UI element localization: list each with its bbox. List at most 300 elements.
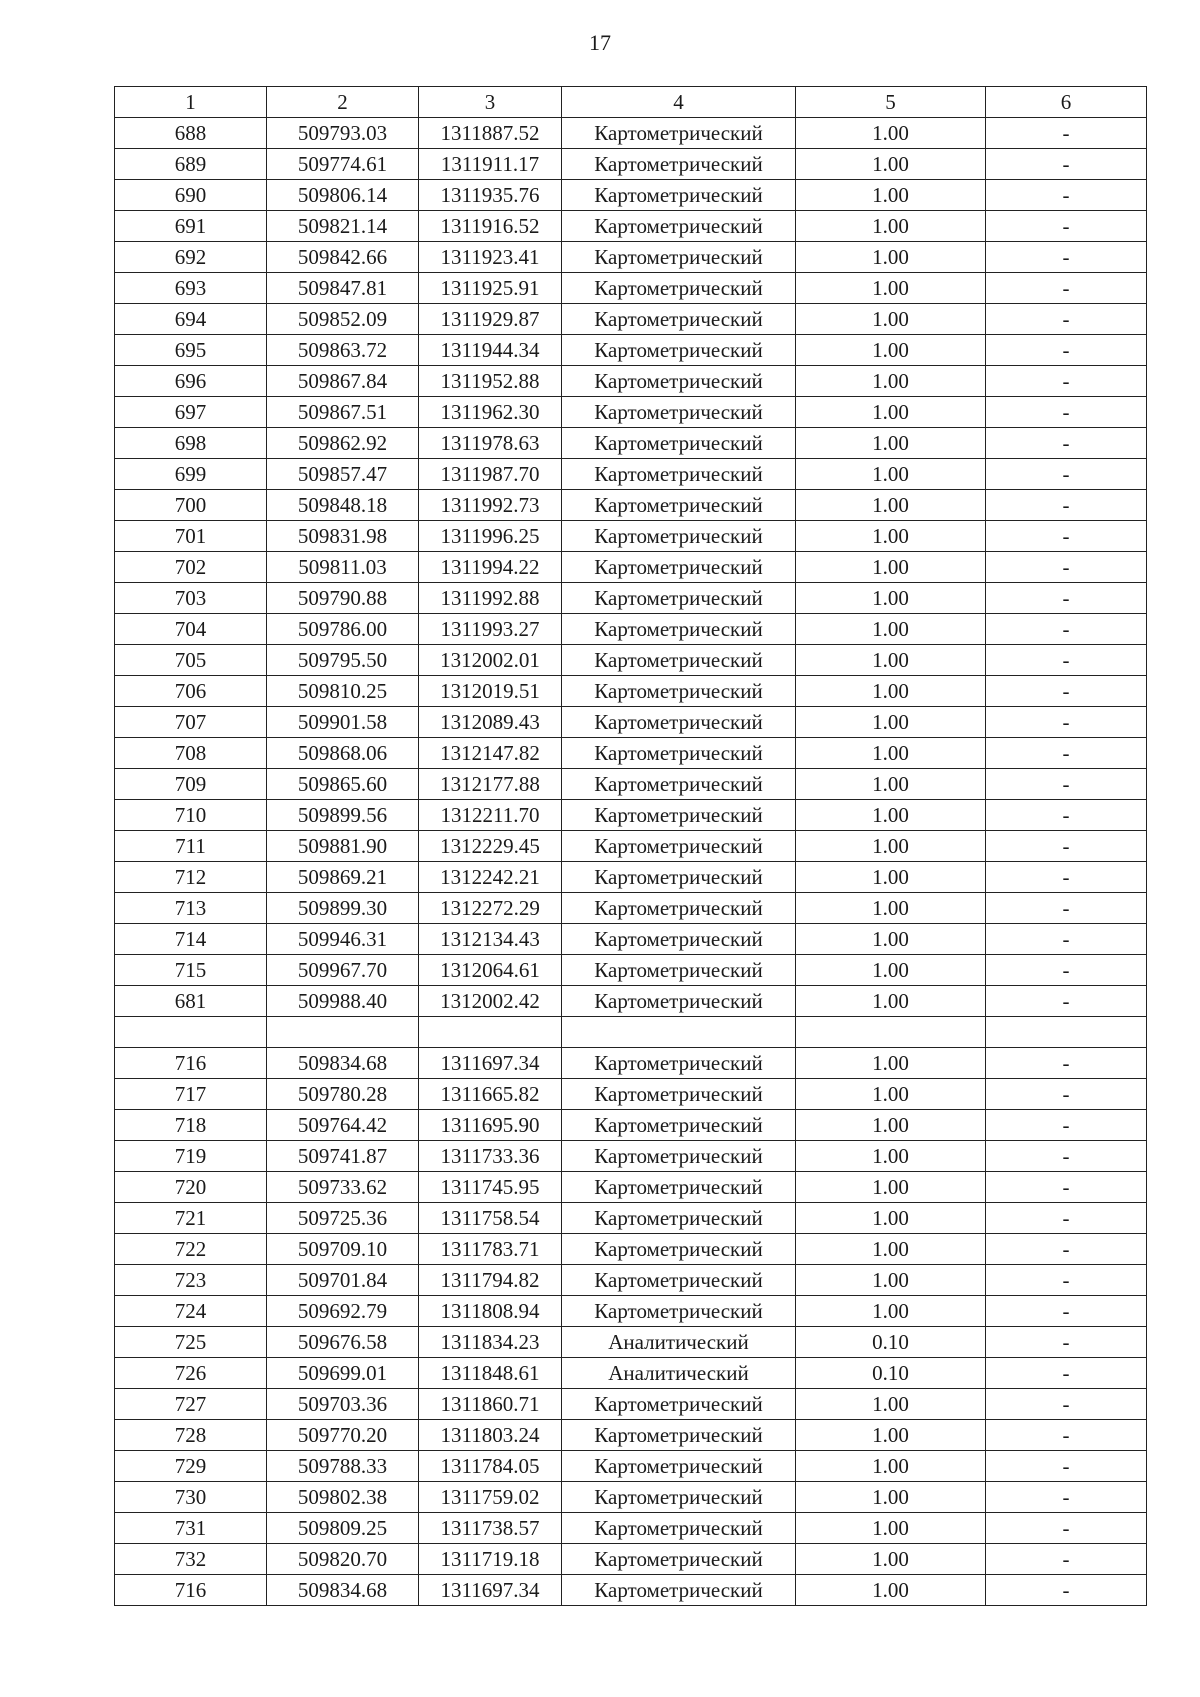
y-coordinate-cell: 1312002.01 (419, 645, 562, 676)
y-coordinate-cell: 1312134.43 (419, 924, 562, 955)
table-row (115, 149, 1147, 180)
x-coordinate-cell: 509899.30 (267, 893, 419, 924)
accuracy-cell: 1.00 (796, 831, 986, 862)
method-cell: Картометрический (562, 428, 796, 459)
y-coordinate-cell: 1311987.70 (419, 459, 562, 490)
table-row (115, 1203, 1147, 1234)
point-number-cell: 707 (115, 707, 267, 738)
table-row (115, 800, 1147, 831)
note-cell: - (986, 800, 1147, 831)
point-number-cell: 698 (115, 428, 267, 459)
accuracy-cell: 1.00 (796, 180, 986, 211)
point-number-cell: 730 (115, 1482, 267, 1513)
y-coordinate-cell: 1311911.17 (419, 149, 562, 180)
note-cell: - (986, 614, 1147, 645)
table-row (115, 335, 1147, 366)
note-cell: - (986, 1513, 1147, 1544)
point-number-cell: 709 (115, 769, 267, 800)
method-cell: Картометрический (562, 1141, 796, 1172)
note-cell: - (986, 1265, 1147, 1296)
x-coordinate-cell: 509946.31 (267, 924, 419, 955)
accuracy-cell: 1.00 (796, 1420, 986, 1451)
point-number-cell: 723 (115, 1265, 267, 1296)
x-coordinate-cell: 509795.50 (267, 645, 419, 676)
note-cell: - (986, 1451, 1147, 1482)
method-cell: Картометрический (562, 1234, 796, 1265)
note-cell: - (986, 862, 1147, 893)
note-cell: - (986, 1048, 1147, 1079)
table-row (115, 1265, 1147, 1296)
table-row (115, 552, 1147, 583)
note-cell: - (986, 1482, 1147, 1513)
x-coordinate-cell: 509725.36 (267, 1203, 419, 1234)
point-number-cell: 700 (115, 490, 267, 521)
table-row (115, 614, 1147, 645)
accuracy-cell: 1.00 (796, 738, 986, 769)
note-cell: - (986, 304, 1147, 335)
header-cell: 5 (796, 87, 986, 118)
table-row (115, 645, 1147, 676)
accuracy-cell: 1.00 (796, 1389, 986, 1420)
accuracy-cell: 1.00 (796, 1296, 986, 1327)
accuracy-cell: 1.00 (796, 924, 986, 955)
accuracy-cell: 1.00 (796, 521, 986, 552)
x-coordinate-cell: 509810.25 (267, 676, 419, 707)
method-cell: Картометрический (562, 862, 796, 893)
method-cell: Картометрический (562, 645, 796, 676)
x-coordinate-cell: 509806.14 (267, 180, 419, 211)
table-row (115, 676, 1147, 707)
table-row (115, 211, 1147, 242)
note-cell: - (986, 924, 1147, 955)
accuracy-cell: 1.00 (796, 335, 986, 366)
x-coordinate-cell: 509857.47 (267, 459, 419, 490)
point-number-cell: 721 (115, 1203, 267, 1234)
method-cell: Картометрический (562, 614, 796, 645)
method-cell: Картометрический (562, 1048, 796, 1079)
accuracy-cell: 1.00 (796, 118, 986, 149)
note-cell: - (986, 986, 1147, 1017)
accuracy-cell: 1.00 (796, 1110, 986, 1141)
method-cell: Картометрический (562, 800, 796, 831)
x-coordinate-cell: 509676.58 (267, 1327, 419, 1358)
accuracy-cell: 1.00 (796, 149, 986, 180)
x-coordinate-cell: 509852.09 (267, 304, 419, 335)
accuracy-cell: 1.00 (796, 242, 986, 273)
y-coordinate-cell: 1311784.05 (419, 1451, 562, 1482)
method-cell: Аналитический (562, 1358, 796, 1389)
accuracy-cell: 1.00 (796, 986, 986, 1017)
method-cell: Картометрический (562, 738, 796, 769)
accuracy-cell: 1.00 (796, 1482, 986, 1513)
note-cell: - (986, 707, 1147, 738)
table-row (115, 1575, 1147, 1606)
coordinates-table-body (115, 87, 1147, 1606)
table-row (115, 1234, 1147, 1265)
accuracy-cell: 1.00 (796, 707, 986, 738)
note-cell: - (986, 552, 1147, 583)
y-coordinate-cell: 1312229.45 (419, 831, 562, 862)
point-number-cell: 716 (115, 1575, 267, 1606)
y-coordinate-cell: 1311758.54 (419, 1203, 562, 1234)
point-number-cell: 729 (115, 1451, 267, 1482)
y-coordinate-cell: 1311733.36 (419, 1141, 562, 1172)
x-coordinate-cell: 509868.06 (267, 738, 419, 769)
accuracy-cell: 1.00 (796, 1048, 986, 1079)
point-number-cell: 692 (115, 242, 267, 273)
point-number-cell: 691 (115, 211, 267, 242)
method-cell: Картометрический (562, 180, 796, 211)
y-coordinate-cell: 1311935.76 (419, 180, 562, 211)
point-number-cell: 727 (115, 1389, 267, 1420)
x-coordinate-cell: 509899.56 (267, 800, 419, 831)
y-coordinate-cell: 1312242.21 (419, 862, 562, 893)
coordinates-table (114, 86, 1147, 1606)
table-row (115, 893, 1147, 924)
note-cell: - (986, 1234, 1147, 1265)
y-coordinate-cell: 1311745.95 (419, 1172, 562, 1203)
note-cell: - (986, 459, 1147, 490)
note-cell (986, 1017, 1147, 1048)
method-cell: Картометрический (562, 118, 796, 149)
table-row (115, 1110, 1147, 1141)
method-cell: Картометрический (562, 986, 796, 1017)
y-coordinate-cell: 1311759.02 (419, 1482, 562, 1513)
table-row (115, 180, 1147, 211)
accuracy-cell: 1.00 (796, 614, 986, 645)
point-number-cell: 702 (115, 552, 267, 583)
y-coordinate-cell: 1311719.18 (419, 1544, 562, 1575)
y-coordinate-cell: 1312147.82 (419, 738, 562, 769)
method-cell: Картометрический (562, 335, 796, 366)
accuracy-cell: 1.00 (796, 1544, 986, 1575)
point-number-cell: 716 (115, 1048, 267, 1079)
y-coordinate-cell: 1312064.61 (419, 955, 562, 986)
y-coordinate-cell: 1311962.30 (419, 397, 562, 428)
y-coordinate-cell: 1311697.34 (419, 1575, 562, 1606)
x-coordinate-cell: 509967.70 (267, 955, 419, 986)
y-coordinate-cell: 1312272.29 (419, 893, 562, 924)
header-cell: 1 (115, 87, 267, 118)
accuracy-cell: 1.00 (796, 676, 986, 707)
note-cell: - (986, 490, 1147, 521)
point-number-cell: 724 (115, 1296, 267, 1327)
header-cell: 2 (267, 87, 419, 118)
y-coordinate-cell: 1311992.73 (419, 490, 562, 521)
accuracy-cell: 1.00 (796, 583, 986, 614)
table-row (115, 583, 1147, 614)
point-number-cell: 690 (115, 180, 267, 211)
point-number-cell: 706 (115, 676, 267, 707)
y-coordinate-cell: 1311808.94 (419, 1296, 562, 1327)
accuracy-cell: 1.00 (796, 1575, 986, 1606)
x-coordinate-cell: 509831.98 (267, 521, 419, 552)
table-row (115, 1513, 1147, 1544)
y-coordinate-cell: 1311783.71 (419, 1234, 562, 1265)
accuracy-cell: 1.00 (796, 1141, 986, 1172)
method-cell: Картометрический (562, 924, 796, 955)
point-number-cell: 697 (115, 397, 267, 428)
accuracy-cell: 1.00 (796, 645, 986, 676)
point-number-cell: 694 (115, 304, 267, 335)
method-cell: Картометрический (562, 1203, 796, 1234)
method-cell: Картометрический (562, 676, 796, 707)
y-coordinate-cell: 1312177.88 (419, 769, 562, 800)
point-number-cell: 708 (115, 738, 267, 769)
x-coordinate-cell: 509865.60 (267, 769, 419, 800)
method-cell: Картометрический (562, 459, 796, 490)
table-row (115, 1389, 1147, 1420)
x-coordinate-cell: 509764.42 (267, 1110, 419, 1141)
x-coordinate-cell: 509901.58 (267, 707, 419, 738)
note-cell: - (986, 1420, 1147, 1451)
table-row (115, 924, 1147, 955)
point-number-cell: 718 (115, 1110, 267, 1141)
note-cell: - (986, 1203, 1147, 1234)
method-cell: Аналитический (562, 1327, 796, 1358)
note-cell: - (986, 242, 1147, 273)
point-number-cell: 713 (115, 893, 267, 924)
point-number-cell: 711 (115, 831, 267, 862)
note-cell: - (986, 273, 1147, 304)
y-coordinate-cell (419, 1017, 562, 1048)
table-row (115, 118, 1147, 149)
header-cell: 4 (562, 87, 796, 118)
accuracy-cell: 1.00 (796, 955, 986, 986)
accuracy-cell: 1.00 (796, 211, 986, 242)
method-cell: Картометрический (562, 490, 796, 521)
note-cell: - (986, 1079, 1147, 1110)
x-coordinate-cell: 509741.87 (267, 1141, 419, 1172)
x-coordinate-cell: 509692.79 (267, 1296, 419, 1327)
note-cell: - (986, 955, 1147, 986)
accuracy-cell: 1.00 (796, 1079, 986, 1110)
point-number-cell: 717 (115, 1079, 267, 1110)
x-coordinate-cell: 509709.10 (267, 1234, 419, 1265)
accuracy-cell (796, 1017, 986, 1048)
y-coordinate-cell: 1311834.23 (419, 1327, 562, 1358)
method-cell: Картометрический (562, 769, 796, 800)
point-number-cell: 715 (115, 955, 267, 986)
note-cell: - (986, 1172, 1147, 1203)
point-number-cell: 732 (115, 1544, 267, 1575)
x-coordinate-cell: 509793.03 (267, 118, 419, 149)
y-coordinate-cell: 1311978.63 (419, 428, 562, 459)
accuracy-cell: 1.00 (796, 1234, 986, 1265)
point-number-cell: 689 (115, 149, 267, 180)
table-row (115, 397, 1147, 428)
method-cell: Картометрический (562, 893, 796, 924)
table-row (115, 1451, 1147, 1482)
point-number-cell: 695 (115, 335, 267, 366)
y-coordinate-cell: 1312019.51 (419, 676, 562, 707)
method-cell: Картометрический (562, 397, 796, 428)
accuracy-cell: 1.00 (796, 1265, 986, 1296)
point-number-cell: 704 (115, 614, 267, 645)
accuracy-cell: 1.00 (796, 1513, 986, 1544)
method-cell: Картометрический (562, 1172, 796, 1203)
x-coordinate-cell: 509863.72 (267, 335, 419, 366)
x-coordinate-cell: 509733.62 (267, 1172, 419, 1203)
x-coordinate-cell: 509786.00 (267, 614, 419, 645)
page-number: 17 (589, 30, 611, 55)
table-row (115, 1296, 1147, 1327)
table-row (115, 1141, 1147, 1172)
method-cell: Картометрический (562, 366, 796, 397)
y-coordinate-cell: 1311944.34 (419, 335, 562, 366)
accuracy-cell: 1.00 (796, 862, 986, 893)
accuracy-cell: 1.00 (796, 304, 986, 335)
y-coordinate-cell: 1311738.57 (419, 1513, 562, 1544)
point-number-cell: 681 (115, 986, 267, 1017)
method-cell: Картометрический (562, 1420, 796, 1451)
x-coordinate-cell: 509774.61 (267, 149, 419, 180)
note-cell: - (986, 583, 1147, 614)
note-cell: - (986, 893, 1147, 924)
y-coordinate-cell: 1311952.88 (419, 366, 562, 397)
method-cell: Картометрический (562, 1296, 796, 1327)
table-row (115, 1048, 1147, 1079)
x-coordinate-cell: 509881.90 (267, 831, 419, 862)
x-coordinate-cell: 509770.20 (267, 1420, 419, 1451)
table-row (115, 955, 1147, 986)
y-coordinate-cell: 1311994.22 (419, 552, 562, 583)
x-coordinate-cell (267, 1017, 419, 1048)
accuracy-cell: 0.10 (796, 1358, 986, 1389)
accuracy-cell: 1.00 (796, 893, 986, 924)
x-coordinate-cell: 509834.68 (267, 1048, 419, 1079)
y-coordinate-cell: 1311923.41 (419, 242, 562, 273)
accuracy-cell: 1.00 (796, 366, 986, 397)
note-cell: - (986, 211, 1147, 242)
x-coordinate-cell: 509862.92 (267, 428, 419, 459)
x-coordinate-cell: 509701.84 (267, 1265, 419, 1296)
method-cell: Картометрический (562, 1482, 796, 1513)
y-coordinate-cell: 1311916.52 (419, 211, 562, 242)
table-row (115, 304, 1147, 335)
note-cell: - (986, 118, 1147, 149)
table-row (115, 242, 1147, 273)
table-row (115, 769, 1147, 800)
note-cell: - (986, 335, 1147, 366)
method-cell: Картометрический (562, 552, 796, 583)
y-coordinate-cell: 1311695.90 (419, 1110, 562, 1141)
table-row (115, 1482, 1147, 1513)
point-number-cell: 688 (115, 118, 267, 149)
x-coordinate-cell: 509821.14 (267, 211, 419, 242)
header-cell: 3 (419, 87, 562, 118)
table-row (115, 273, 1147, 304)
note-cell: - (986, 1575, 1147, 1606)
point-number-cell: 725 (115, 1327, 267, 1358)
x-coordinate-cell: 509788.33 (267, 1451, 419, 1482)
note-cell: - (986, 831, 1147, 862)
point-number-cell: 712 (115, 862, 267, 893)
method-cell: Картометрический (562, 955, 796, 986)
y-coordinate-cell: 1311925.91 (419, 273, 562, 304)
table-row (115, 1327, 1147, 1358)
table-row (115, 707, 1147, 738)
method-cell: Картометрический (562, 707, 796, 738)
method-cell: Картометрический (562, 1513, 796, 1544)
point-number-cell: 693 (115, 273, 267, 304)
point-number-cell: 705 (115, 645, 267, 676)
table-row (115, 366, 1147, 397)
accuracy-cell: 1.00 (796, 800, 986, 831)
accuracy-cell: 1.00 (796, 459, 986, 490)
method-cell: Картометрический (562, 304, 796, 335)
table-row (115, 831, 1147, 862)
table-row (115, 1420, 1147, 1451)
y-coordinate-cell: 1311697.34 (419, 1048, 562, 1079)
point-number-cell: 728 (115, 1420, 267, 1451)
x-coordinate-cell: 509834.68 (267, 1575, 419, 1606)
method-cell: Картометрический (562, 211, 796, 242)
accuracy-cell: 0.10 (796, 1327, 986, 1358)
accuracy-cell: 1.00 (796, 273, 986, 304)
y-coordinate-cell: 1311929.87 (419, 304, 562, 335)
point-number-cell: 731 (115, 1513, 267, 1544)
table-row (115, 1544, 1147, 1575)
method-cell: Картометрический (562, 149, 796, 180)
table-header-row (115, 87, 1147, 118)
method-cell: Картометрический (562, 1265, 796, 1296)
x-coordinate-cell: 509809.25 (267, 1513, 419, 1544)
accuracy-cell: 1.00 (796, 428, 986, 459)
note-cell: - (986, 1110, 1147, 1141)
method-cell: Картометрический (562, 273, 796, 304)
x-coordinate-cell: 509703.36 (267, 1389, 419, 1420)
note-cell: - (986, 676, 1147, 707)
point-number-cell: 722 (115, 1234, 267, 1265)
x-coordinate-cell: 509842.66 (267, 242, 419, 273)
note-cell: - (986, 1389, 1147, 1420)
method-cell: Картометрический (562, 521, 796, 552)
note-cell: - (986, 180, 1147, 211)
accuracy-cell: 1.00 (796, 1203, 986, 1234)
y-coordinate-cell: 1311803.24 (419, 1420, 562, 1451)
note-cell: - (986, 366, 1147, 397)
table-row (115, 490, 1147, 521)
note-cell: - (986, 738, 1147, 769)
note-cell: - (986, 645, 1147, 676)
x-coordinate-cell: 509780.28 (267, 1079, 419, 1110)
accuracy-cell: 1.00 (796, 552, 986, 583)
table-row (115, 862, 1147, 893)
method-cell: Картометрический (562, 1575, 796, 1606)
y-coordinate-cell: 1312002.42 (419, 986, 562, 1017)
table-row (115, 986, 1147, 1017)
note-cell: - (986, 428, 1147, 459)
method-cell: Картометрический (562, 1079, 796, 1110)
note-cell: - (986, 1327, 1147, 1358)
table-row (115, 459, 1147, 490)
table-row (115, 1079, 1147, 1110)
table-row (115, 428, 1147, 459)
point-number-cell: 696 (115, 366, 267, 397)
method-cell (562, 1017, 796, 1048)
header-cell: 6 (986, 87, 1147, 118)
x-coordinate-cell: 509790.88 (267, 583, 419, 614)
x-coordinate-cell: 509802.38 (267, 1482, 419, 1513)
x-coordinate-cell: 509847.81 (267, 273, 419, 304)
method-cell: Картометрический (562, 1451, 796, 1482)
point-number-cell: 701 (115, 521, 267, 552)
method-cell: Картометрический (562, 1389, 796, 1420)
note-cell: - (986, 521, 1147, 552)
x-coordinate-cell: 509820.70 (267, 1544, 419, 1575)
accuracy-cell: 1.00 (796, 490, 986, 521)
